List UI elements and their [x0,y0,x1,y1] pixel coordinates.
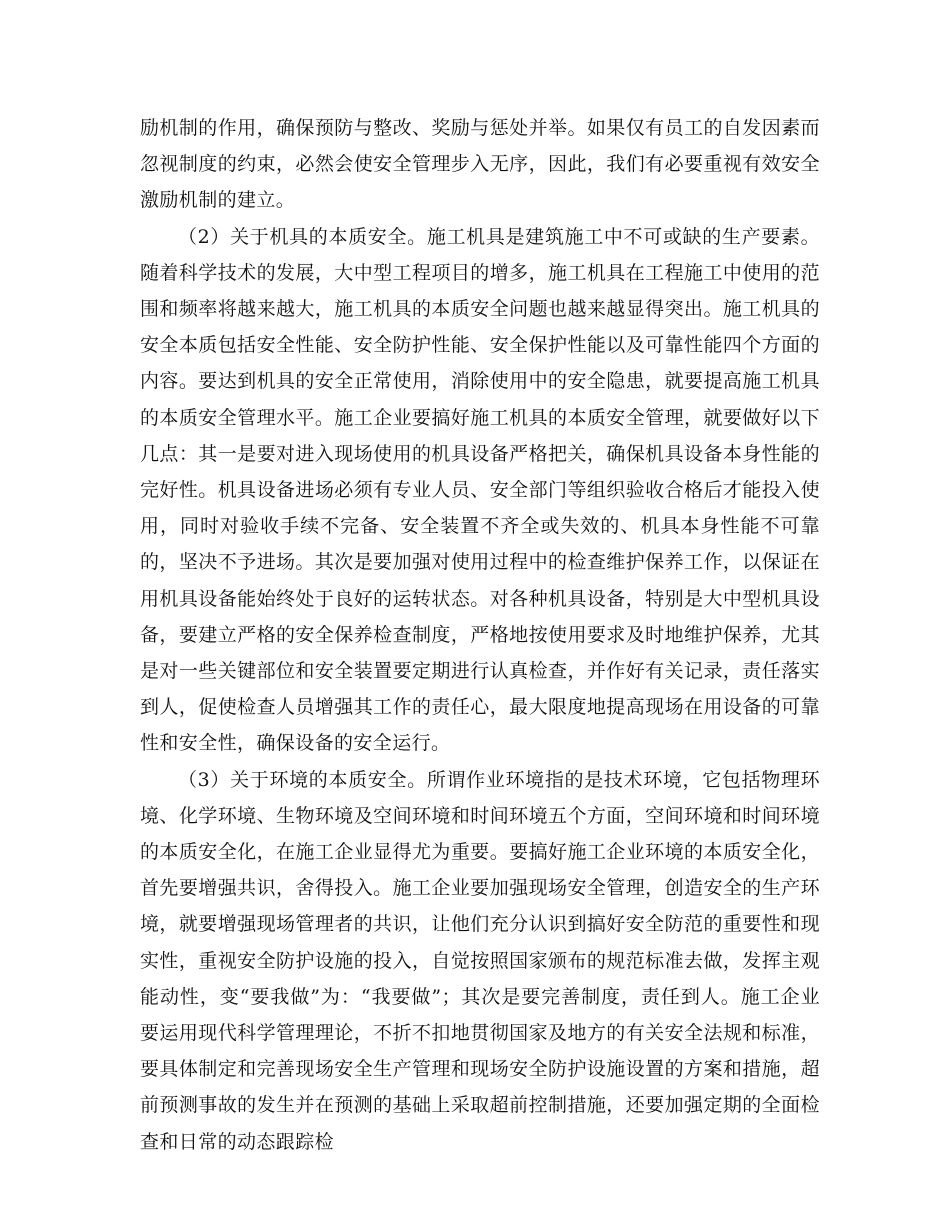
paragraph-continuation: 励机制的作用，确保预防与整改、奖励与惩处并举。如果仅有员工的自发因素而忽视制度的约束，必然会使安全管理步入无序，因此，我们有必要重视有效安全激励机制的建立。 [140,117,820,212]
body-text [140,110,820,1160]
paragraph-environment-safety: （3）关于环境的本质安全。所谓作业环境指的是技术环境，它包括物理环境、化学环境、生物环境及空间环境和时间环境五个方面，空间环境和时间环境的本质安全化，在施工企业显得尤为重要。要搞好施工企业环境的本质安全化，首先要增强共识，舍得投入。施工企业要加强现场安全管理，创造安全的生产环境，就要增强现场管理者的共识，让他们充分认识到搞好安全防范的重要性和现实性，重视安全防护设施的投入，自觉按照国家颁布的规范标准去做，发挥主观能动性，变“要我做”为：“我要做”；其次是要完善制度，责任到人。施工企业要运用现代科学管理理论，不折不扣地贯彻国家及地方的有关安全法规和标准，要具体制定和完善现场安全生产管理和现场安全防护设施设置的方案和措施，超前预测事故的发生并在预测的基础上采取超前控制措施，还要加强定期的全面检查和日常的动态跟踪检 [140,768,820,1153]
paragraph-machinery-safety: （2）关于机具的本质安全。施工机具是建筑施工中不可或缺的生产要素。随着科学技术的发展，大中型工程项目的增多，施工机具在工程施工中使用的范围和频率将越来越大，施工机具的本质安全问题也越来越显得突出。施工机具的安全本质包括安全性能、安全防护性能、安全保护性能以及可靠性能四个方面的内容。要达到机具的安全正常使用，消除使用中的安全隐患，就要提高施工机具的本质安全管理水平。施工企业要搞好施工机具的本质安全管理，就要做好以下几点：其一是要对进入现场使用的机具设备严格把关，确保机具设备本身性能的完好性。机具设备进场必须有专业人员、安全部门等组织验收合格后才能投入使用，同时对验收手续不完备、安全装置不齐全或失效的、机具本身性能不可靠的，坚决不予进场。其次是要加强对使用过程中的检查维护保养工作，以保证在用机具设备能始终处于良好的运转状态。对各种机具设备，特别是大中型机具设备，要建立严格的安全保养检查制度，严格地按使用要求及时地维护保养，尤其是对一些关键部位和安全装置要定期进行认真检查，并作好有关记录，责任落实到人，促使检查人员增强其工作的责任心，最大限度地提高现场在用设备的可靠性和安全性，确保设备的安全运行。 [140,225,820,755]
